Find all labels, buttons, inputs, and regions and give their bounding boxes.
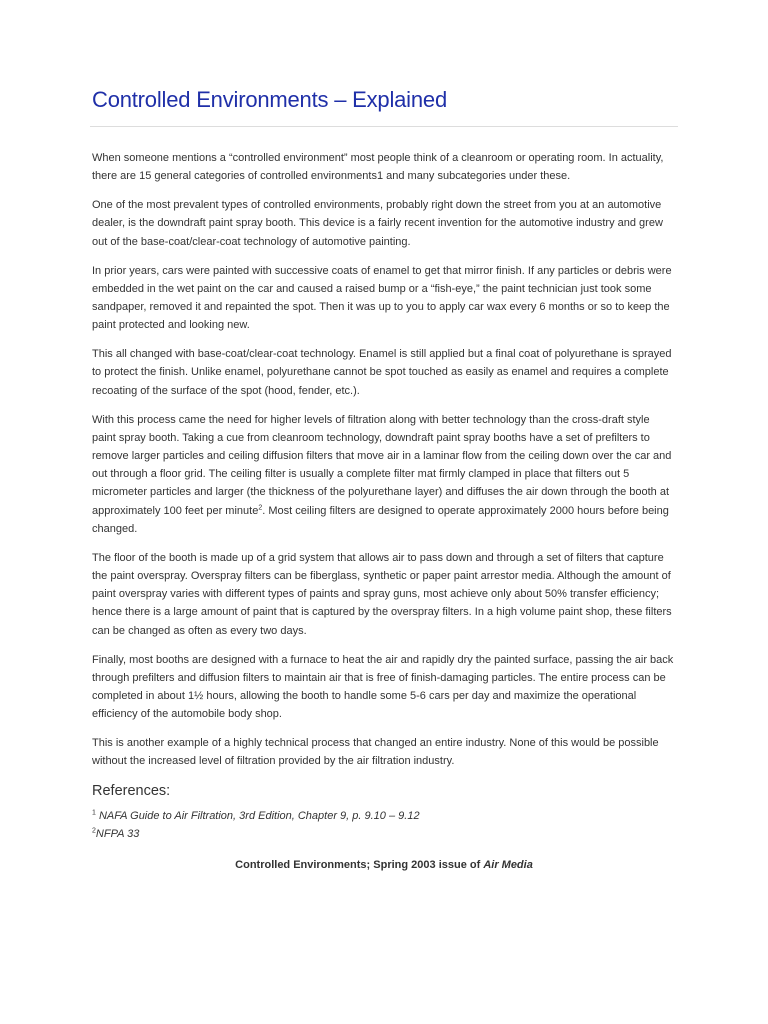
reference-number: 2	[92, 827, 96, 835]
paragraph-6: The floor of the booth is made up of a grid system that allows air to pass down and through a set of filters that capture the paint overspray. Overspray filters can be fiberglass, synthetic or paper paint arrestor media. Although the amount of paint overspray varies with different types of paints and spray guns, most achieve only about 50% transfer efficiency; hence there is a large amount of paint that is captured by the overspray filters. In a high volume paint shop, these filters can be changed as often as every two days.	[92, 551, 672, 637]
footer-publication: Air Media	[483, 859, 533, 872]
paragraph-5-text: With this process came the need for higher levels of filtration along with better technology than the cross-draft style paint spray booth. Taking a cue from cleanroom technology, downdraft paint spray booths have a set of prefilters to remove larger particles and ceiling diffusion filters that move air in a laminar flow from the ceiling down over the car and out through a floor grid. The ceiling filter is usually a complete filter mat firmly clamped in place that filters out 5 micrometer particles and larger (the thickness of the polyurethane layer) and diffuses the air down through the booth at approximately 100 feet per minute	[92, 413, 672, 517]
footnote-marker-2: 2	[258, 503, 263, 511]
paragraph-3: In prior years, cars were painted with successive coats of enamel to get that mirror finish. If any particles or debris were embedded in the wet paint on the car and caused a raised bump or a “fish-eye,” the paint technician just took some sandpaper, removed it and repainted the spot. Then it was up to you to apply car wax every 6 months or so to keep the paint protected and looking new.	[92, 264, 672, 332]
paragraph-5	[92, 411, 676, 538]
references-heading: References:	[92, 783, 171, 800]
paragraph-1: When someone mentions a “controlled environment” most people think of a cleanroom or operating room. In actuality, there are 15 general categories of controlled environments1 and many subcategories under these.	[92, 152, 664, 183]
paragraph-4: This all changed with base-coat/clear-coat technology. Enamel is still applied but a final coat of polyurethane is sprayed to protect the finish. Unlike enamel, polyurethane cannot be spot touched as easily as enamel and requires a complete recoating of the surface of the spot (hood, fender, etc.).	[92, 348, 672, 397]
paragraph-8: This is another example of a highly technical process that changed an entire industry. None of this would be possible without the increased level of filtration provided by the air filtration industry.	[92, 737, 659, 768]
source-footer	[92, 856, 676, 874]
title-divider	[90, 126, 678, 127]
article-body	[92, 149, 676, 874]
paragraph-5-text-end: . Most ceiling filters are designed to operate approximately 2000 hours before being changed.	[92, 504, 669, 535]
page-title: Controlled Environments – Explained	[92, 87, 447, 112]
reference-2	[92, 825, 676, 843]
footer-text: Controlled Environments; Spring 2003 issue of	[235, 859, 484, 872]
paragraph-2: One of the most prevalent types of controlled environments, probably right down the street from you at an automotive dealer, is the downdraft paint spray booth. This device is a fairly recent invention for the automotive industry and grew out of the base-coat/clear-coat technology of automotive painting.	[92, 199, 663, 248]
reference-number: 1	[92, 809, 96, 817]
article	[92, 86, 676, 872]
paragraph-7: Finally, most booths are designed with a furnace to heat the air and rapidly dry the painted surface, passing the air back through prefilters and diffusion filters to maintain air that is free of finish-damaging particles. The entire process can be completed in about 1½ hours, allowing the booth to handle some 5-6 cars per day and maximize the operational efficiency of the automobile body shop.	[92, 653, 674, 721]
reference-1	[92, 807, 676, 825]
reference-text: NFPA 33	[95, 828, 140, 841]
reference-text: NAFA Guide to Air Filtration, 3rd Edition, Chapter 9, p. 9.10 – 9.12	[98, 810, 420, 823]
